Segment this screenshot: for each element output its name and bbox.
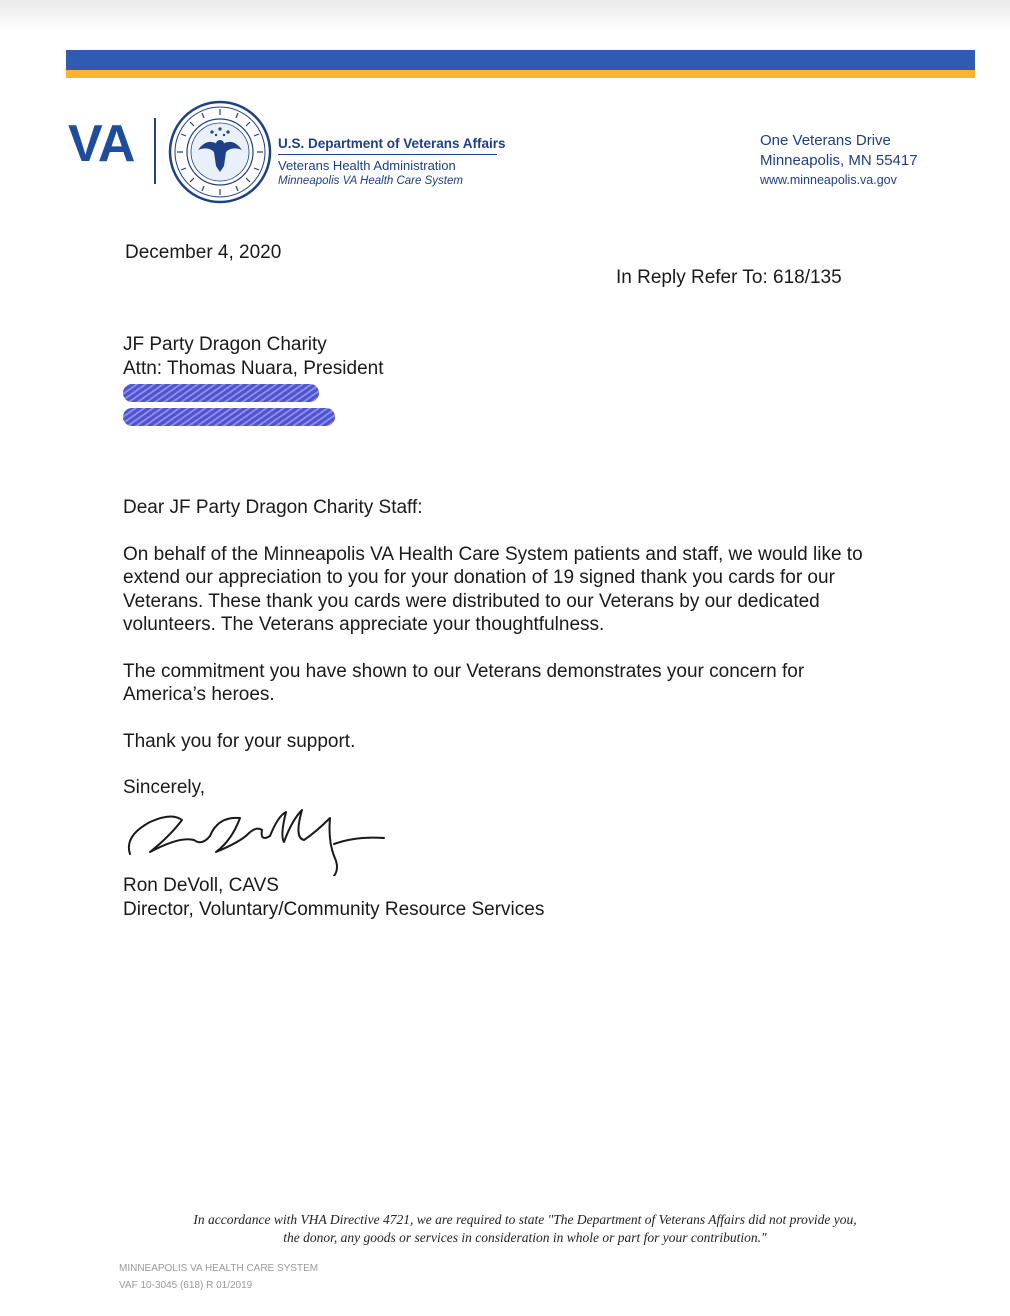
form-system-name: MINNEAPOLIS VA HEALTH CARE SYSTEM (119, 1263, 319, 1274)
va-seal-icon (168, 100, 272, 204)
redacted-city (123, 405, 384, 429)
body-paragraph: On behalf of the Minneapolis VA Health Care System patients and staff, we would like to extend our appreciation to you for your donation of 19 signed thank you cards for our Veterans. These thank you cards were distributed to our Veterans by our dedicated volunteers. The Veterans appreciate your thoughtfulness. (123, 543, 863, 635)
department-block (278, 136, 508, 187)
form-identifier (119, 1260, 318, 1294)
sender-address (760, 131, 918, 189)
body-paragraph: The commitment you have shown to our Veterans demonstrates your concern for America’s heroes. (123, 660, 805, 705)
redacted-street (123, 381, 384, 405)
logo-divider (154, 118, 156, 184)
header-color-band (66, 50, 975, 78)
salutation: Dear JF Party Dragon Charity Staff: (123, 497, 423, 518)
recipient-name: JF Party Dragon Charity (123, 334, 327, 355)
signer-title: Director, Voluntary/Community Resource Services (123, 899, 545, 920)
department-name: U.S. Department of Veterans Affairs (278, 136, 497, 155)
form-number: VAF 10-3045 (618) R 01/2019 (119, 1280, 253, 1291)
scan-shadow (0, 0, 1010, 30)
recipient-block (123, 333, 384, 429)
website-link: www.minneapolis.va.gov (760, 173, 897, 187)
closing: Sincerely, (123, 777, 206, 798)
header-blue-stripe (66, 50, 975, 70)
handwritten-signature (120, 796, 420, 876)
letter-body (123, 496, 883, 800)
health-system-name: Minneapolis VA Health Care System (278, 175, 463, 187)
administration-name: Veterans Health Administration (278, 158, 456, 173)
header-gold-stripe (66, 70, 975, 78)
directive-disclaimer (150, 1211, 900, 1247)
disclaimer-line: the donor, any goods or services in consideration in whole or part for your contribution." (283, 1230, 767, 1245)
reply-reference: In Reply Refer To: 618/135 (616, 267, 842, 288)
body-paragraph: Thank you for your support. (123, 730, 356, 752)
disclaimer-line: In accordance with VHA Directive 4721, we are required to state "The Department of Veterans Affairs did not provide you, (193, 1212, 857, 1227)
signer-name: Ron DeVoll, CAVS (123, 875, 279, 896)
address-city: Minneapolis, MN 55417 (760, 152, 918, 169)
address-street: One Veterans Drive (760, 132, 891, 149)
va-logo: VA (68, 115, 135, 173)
signer-block (123, 874, 544, 922)
recipient-attention: Attn: Thomas Nuara, President (123, 358, 384, 379)
letter-date: December 4, 2020 (125, 242, 282, 263)
